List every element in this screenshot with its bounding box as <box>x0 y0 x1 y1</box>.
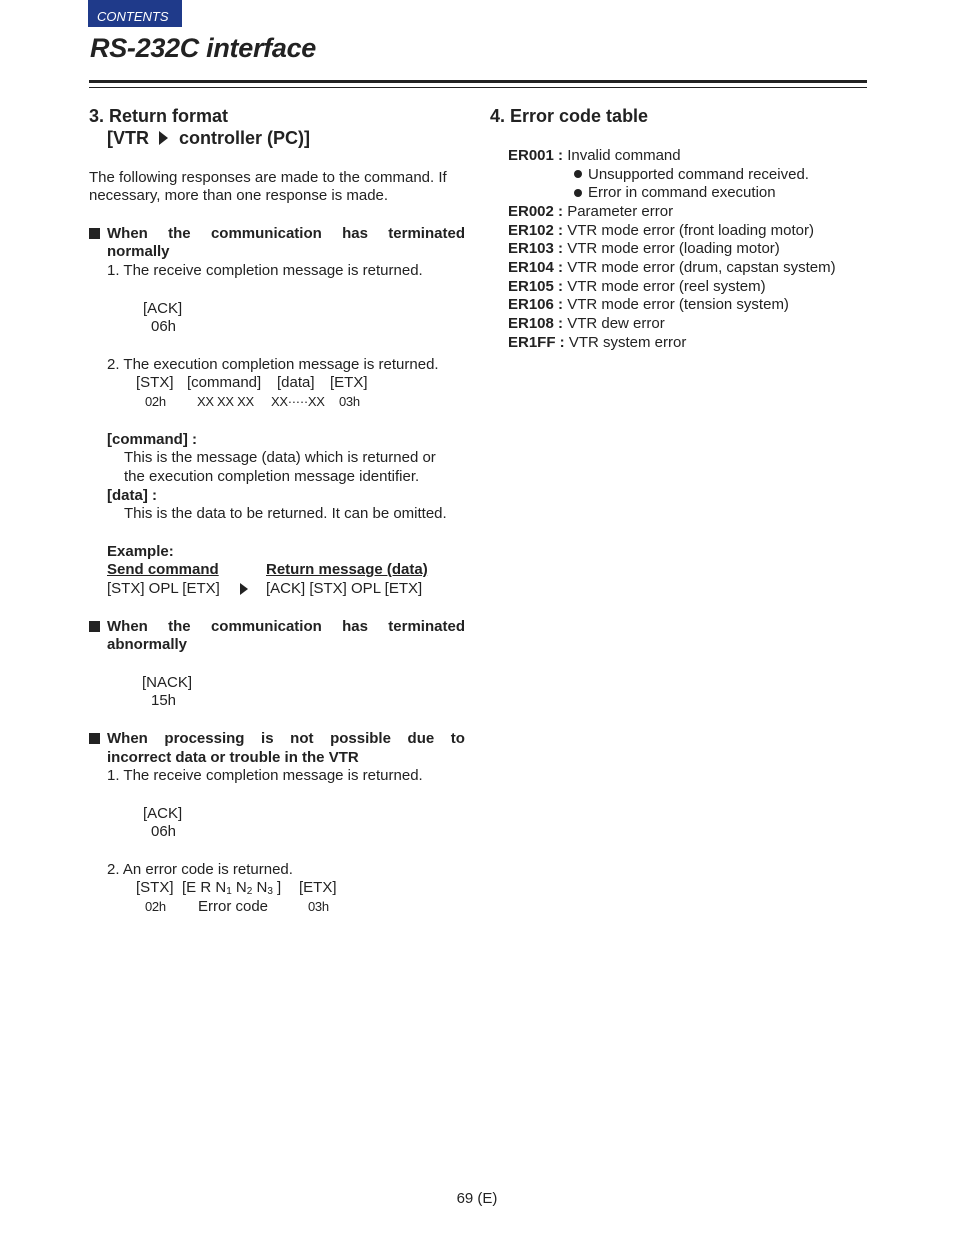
error-desc: VTR mode error (loading motor) <box>567 240 780 257</box>
error-code: ER108 : <box>508 315 564 332</box>
section-3-title: Return format <box>109 106 229 126</box>
error-code: ER105 : <box>508 278 564 295</box>
hex-stx: 02h <box>145 394 166 409</box>
subtitle-vtr: [VTR <box>107 128 149 148</box>
error-desc: VTR mode error (front loading motor) <box>567 222 814 239</box>
header-rule-thin <box>89 87 867 88</box>
frame-data: [data] <box>277 374 315 391</box>
n3-prefix: N <box>252 879 268 896</box>
arrow-right-icon <box>240 583 250 596</box>
error-frame-stx: [STX] <box>136 879 174 896</box>
square-bullet-icon <box>89 621 100 632</box>
error-desc: VTR mode error (reel system) <box>567 278 766 295</box>
error-desc: Parameter error <box>567 203 674 220</box>
error-code: ER001 : <box>508 147 564 164</box>
error-hex-etx: 03h <box>308 899 329 914</box>
error-ack-label: [ACK] <box>143 805 183 822</box>
normal-heading <box>107 225 465 242</box>
word: When <box>107 730 148 747</box>
error-code-frame <box>182 879 281 897</box>
word: is <box>261 730 274 747</box>
word: terminated <box>388 618 465 635</box>
error-code-prefix: [E R N <box>182 879 227 896</box>
hex-command: XX XX XX <box>197 394 254 409</box>
arrow-right-icon <box>158 131 170 145</box>
page-number: 69 (E) <box>456 1190 498 1207</box>
error-row <box>508 259 836 276</box>
word: When <box>107 225 148 242</box>
section-4-heading <box>490 106 648 127</box>
frame-stx: [STX] <box>136 374 174 391</box>
word: When <box>107 618 148 635</box>
error-hex-label: Error code <box>198 898 269 915</box>
subtitle-controller: controller (PC)] <box>179 128 311 148</box>
error-desc: VTR system error <box>568 334 687 351</box>
n2-prefix: N <box>231 879 247 896</box>
error-heading-2: incorrect data or trouble in the VTR <box>107 749 359 766</box>
error-hex-stx: 02h <box>145 899 166 914</box>
contents-link[interactable] <box>88 0 182 27</box>
word: the <box>168 225 191 242</box>
error-item-1: 1. The receive completion message is returned. <box>107 767 423 784</box>
error-ack-hex: 06h <box>151 823 177 840</box>
error-row <box>508 296 789 313</box>
error-row <box>508 334 686 351</box>
normal-item-2: 2. The execution completion message is returned. <box>107 356 439 373</box>
return-message-value: [ACK] [STX] OPL [ETX] <box>266 580 423 597</box>
section-3-heading <box>89 106 228 127</box>
nack-hex: 15h <box>151 692 177 709</box>
error-code-suffix: ] <box>272 879 282 896</box>
n3-subscript: 3 <box>267 886 273 897</box>
hex-etx: 03h <box>339 394 360 409</box>
ack-hex: 06h <box>151 318 177 335</box>
square-bullet-icon <box>89 228 100 239</box>
return-message-header: Return message (data) <box>266 561 428 578</box>
n1-subscript: 1 <box>226 886 232 897</box>
frame-command: [command] <box>187 374 262 391</box>
word: communication <box>210 618 322 635</box>
word: has <box>342 618 368 635</box>
error-row <box>508 222 814 239</box>
abnormal-heading-2: abnormally <box>107 636 188 653</box>
intro-line-2: necessary, more than one response is made. <box>89 187 389 204</box>
abnormal-heading <box>107 618 465 635</box>
header-rule-thick <box>89 80 867 83</box>
command-label: [command] : <box>107 431 197 448</box>
error-row <box>508 278 766 295</box>
n2-subscript: 2 <box>246 886 253 897</box>
error-desc: VTR dew error <box>567 315 665 332</box>
section-4-title: Error code table <box>510 106 649 126</box>
bullet-dot-icon <box>574 170 582 178</box>
error-code: ER102 : <box>508 222 564 239</box>
word: communication <box>210 225 322 242</box>
contents-label: CONTENTS <box>97 9 169 24</box>
send-command-value: [STX] OPL [ETX] <box>107 580 220 597</box>
error-desc: VTR mode error (tension system) <box>567 296 789 313</box>
word: not <box>290 730 314 747</box>
error-desc: VTR mode error (drum, capstan system) <box>567 259 836 276</box>
word: has <box>342 225 368 242</box>
error-row-er001 <box>508 147 681 164</box>
data-label: [data] : <box>107 487 157 504</box>
nack-label: [NACK] <box>142 674 193 691</box>
error-code: ER104 : <box>508 259 564 276</box>
bullet-dot-icon <box>574 189 582 197</box>
hex-data: XX·····XX <box>271 394 325 409</box>
page-title: RS-232C interface <box>90 33 316 63</box>
command-desc-1: This is the message (data) which is returned or <box>124 449 436 466</box>
normal-item-1: 1. The receive completion message is returned. <box>107 262 423 279</box>
word: due <box>407 730 435 747</box>
word: to <box>450 730 465 747</box>
section-4-number: 4. <box>490 106 506 126</box>
error-code: ER103 : <box>508 240 564 257</box>
word: the <box>168 618 191 635</box>
intro-line-1: The following responses are made to the command. If <box>89 169 447 186</box>
word: processing <box>164 730 245 747</box>
er001-bullet-2: Error in command execution <box>588 184 776 201</box>
error-row <box>508 203 673 220</box>
word: terminated <box>388 225 465 242</box>
section-3-subtitle <box>107 128 310 149</box>
error-row <box>508 240 780 257</box>
data-desc: This is the data to be returned. It can be omitted. <box>124 505 447 522</box>
error-frame-etx: [ETX] <box>299 879 337 896</box>
error-code: ER002 : <box>508 203 564 220</box>
send-command-header: Send command <box>107 561 219 578</box>
normal-heading-2: normally <box>107 243 170 260</box>
error-row <box>508 315 665 332</box>
ack-label: [ACK] <box>143 300 183 317</box>
section-3-number: 3. <box>89 106 105 126</box>
er001-bullet-1: Unsupported command received. <box>588 166 809 183</box>
example-label: Example: <box>107 543 174 560</box>
error-code: ER106 : <box>508 296 564 313</box>
error-desc: Invalid command <box>567 147 681 164</box>
command-desc-2: the execution completion message identifier. <box>124 468 420 485</box>
word: possible <box>330 730 391 747</box>
square-bullet-icon <box>89 733 100 744</box>
frame-etx: [ETX] <box>330 374 368 391</box>
error-heading <box>107 730 465 747</box>
error-item-2: 2. An error code is returned. <box>107 861 293 878</box>
error-code: ER1FF : <box>508 334 565 351</box>
